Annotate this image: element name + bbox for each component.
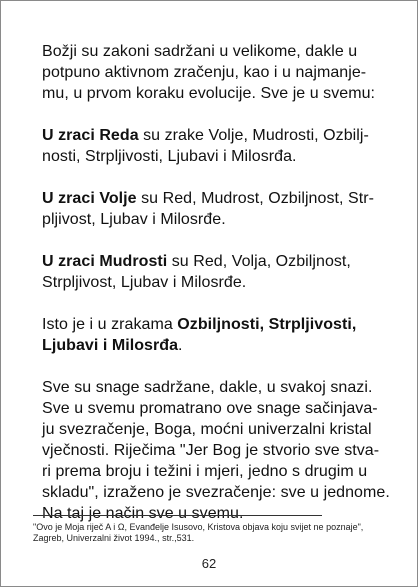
footnote-line: "Ovo je Moja riječ A i Ω, Evanđelje Isusovo, Kristova objava koju svijet ne poznaje", <box>33 522 364 532</box>
text-line <box>42 377 398 398</box>
text-line <box>42 272 398 293</box>
text-line <box>42 419 398 440</box>
text-segment: ju svezračenje, Boga, moćni univerzalni kristal <box>42 421 372 438</box>
text-segment: Sve su snage sadržane, dakle, u svakoj snazi. <box>42 379 373 396</box>
text-segment: su zrake Volje, Mudrosti, Ozbilj- <box>138 127 369 144</box>
text-segment: Isto je i u zrakama <box>42 316 178 333</box>
page-number: 62 <box>201 556 217 571</box>
text-line <box>42 440 398 461</box>
text-segment: Božji su zakoni sadržani u velikome, dakle u <box>42 43 358 60</box>
text-line <box>42 209 398 230</box>
paragraph <box>42 377 398 524</box>
bold-text: U zraci Mudrosti <box>42 253 168 270</box>
text-segment: su Red, Mudrost, Ozbiljnost, Str- <box>136 190 374 207</box>
text-segment: . <box>178 337 183 354</box>
text-segment: Sve u svemu promatrano ove snage sačinjava- <box>42 400 378 417</box>
text-line <box>42 146 398 167</box>
text-line <box>42 41 398 62</box>
text-line <box>42 251 398 272</box>
paragraph <box>42 251 398 293</box>
text-segment: Na taj je način sve u svemu. <box>42 505 244 522</box>
paragraph <box>42 125 398 167</box>
text-segment: potpuno aktivnom zračenju, kao i u najmanje- <box>42 64 367 81</box>
text-segment: su Red, Volja, Ozbiljnost, <box>167 253 351 270</box>
text-segment: ri prema broju i težini i mjeri, jedno s drugim u <box>42 463 368 480</box>
footnote-line: Zagreb, Univerzalni život 1994., str.,531. <box>33 533 195 543</box>
text-line <box>42 188 398 209</box>
bold-text: Ljubavi i Milosrđa <box>42 337 179 354</box>
text-line <box>42 398 398 419</box>
text-segment: vječnosti. Riječima "Jer Bog je stvorio sve stva- <box>42 442 380 459</box>
paragraph <box>42 188 398 230</box>
text-segment: Strpljivost, Ljubav i Milosrđe. <box>42 274 247 291</box>
bold-text: U zraci Reda <box>42 127 139 144</box>
bold-text: U zraci Volje <box>42 190 137 207</box>
bold-text: Ozbiljnosti, Strpljivosti, <box>177 316 357 333</box>
text-line <box>42 83 398 104</box>
text-line <box>42 461 398 482</box>
main-text <box>42 41 398 545</box>
paragraph <box>42 41 398 104</box>
paragraph <box>42 314 398 356</box>
text-line <box>42 125 398 146</box>
text-segment: nosti, Strpljivosti, Ljubavi i Milosrđa. <box>42 148 297 165</box>
text-line <box>42 503 398 524</box>
text-line <box>42 62 398 83</box>
text-segment: skladu", izraženo je svezračenje: sve u jednome. <box>42 484 390 501</box>
text-segment: mu, u prvom koraku evolucije. Sve je u svemu: <box>42 85 376 102</box>
text-line <box>42 335 398 356</box>
footnote <box>33 522 403 544</box>
text-line <box>42 314 398 335</box>
text-segment: pljivost, Ljubav i Milosrđe. <box>42 211 226 228</box>
text-line <box>42 482 398 503</box>
footnote-divider <box>33 515 322 516</box>
